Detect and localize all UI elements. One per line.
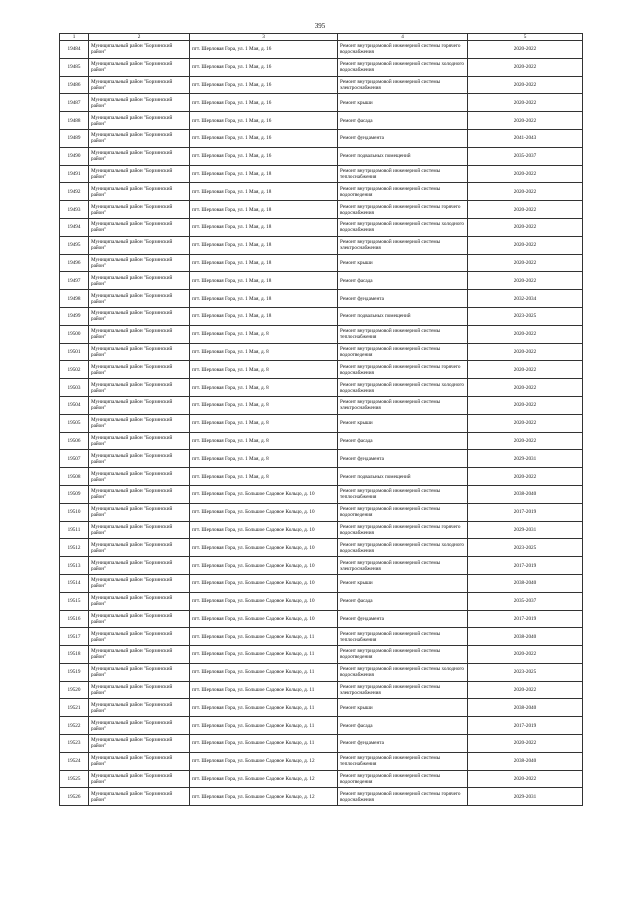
row-number: 19510 [60, 503, 89, 521]
row-number: 19503 [60, 379, 89, 397]
page-number: 395 [314, 22, 326, 30]
work-type-cell: Ремонт внутридомовой инженерной системы теплоснабжения [338, 485, 468, 503]
district-cell: Муниципальный район "Борзинский район" [89, 574, 190, 592]
district-cell: Муниципальный район "Борзинский район" [89, 699, 190, 717]
district-cell: Муниципальный район "Борзинский район" [89, 379, 190, 397]
district-cell: Муниципальный район "Борзинский район" [89, 663, 190, 681]
period-cell: 2041-2043 [468, 129, 583, 147]
table-row [60, 201, 583, 219]
district-cell: Муниципальный район "Борзинский район" [89, 307, 190, 325]
district-cell: Муниципальный район "Борзинский район" [89, 218, 190, 236]
district-cell: Муниципальный район "Борзинский район" [89, 610, 190, 628]
address-cell: пгт. Шерловая Гора, ул. 1 Мая, д. 16 [190, 129, 338, 147]
period-cell: 2017-2019 [468, 557, 583, 575]
period-cell: 2020-2022 [468, 201, 583, 219]
row-number: 19497 [60, 272, 89, 290]
work-type-cell: Ремонт внутридомовой инженерной системы электроснабжения [338, 76, 468, 94]
table-row [60, 396, 583, 414]
table-row [60, 94, 583, 112]
district-cell: Муниципальный район "Борзинский район" [89, 628, 190, 646]
row-number: 19504 [60, 396, 89, 414]
table-row [60, 717, 583, 735]
table-row [60, 574, 583, 592]
work-type-cell: Ремонт внутридомовой инженерной системы горячего водоснабжения [338, 201, 468, 219]
work-type-cell: Ремонт фасада [338, 717, 468, 735]
period-cell: 2020-2022 [468, 41, 583, 59]
row-number: 19493 [60, 201, 89, 219]
row-number: 19512 [60, 539, 89, 557]
period-cell: 2023-2025 [468, 539, 583, 557]
table-row [60, 236, 583, 254]
work-type-cell: Ремонт внутридомовой инженерной системы холодного водоснабжения [338, 379, 468, 397]
address-cell: пгт. Шерловая Гора, ул. 1 Мая, д. 18 [190, 236, 338, 254]
work-type-cell: Ремонт внутридомовой инженерной системы водоотведения [338, 646, 468, 664]
row-number: 19494 [60, 218, 89, 236]
district-cell: Муниципальный район "Борзинский район" [89, 752, 190, 770]
district-cell: Муниципальный район "Борзинский район" [89, 272, 190, 290]
district-cell: Муниципальный район "Борзинский район" [89, 450, 190, 468]
district-cell: Муниципальный район "Борзинский район" [89, 770, 190, 788]
address-cell: пгт. Шерловая Гора, ул. 1 Мая, д. 8 [190, 414, 338, 432]
table-row [60, 610, 583, 628]
address-cell: пгт. Шерловая Гора, ул. 1 Мая, д. 8 [190, 343, 338, 361]
address-cell: пгт. Шерловая Гора, ул. 1 Мая, д. 18 [190, 307, 338, 325]
work-type-cell: Ремонт фасада [338, 592, 468, 610]
table-row [60, 432, 583, 450]
table-row [60, 325, 583, 343]
table-row [60, 343, 583, 361]
row-number: 19485 [60, 58, 89, 76]
work-type-cell: Ремонт фундамента [338, 290, 468, 308]
address-cell: пгт. Шерловая Гора, ул. 1 Мая, д. 16 [190, 76, 338, 94]
period-cell: 2038-2040 [468, 628, 583, 646]
table-row [60, 290, 583, 308]
district-cell: Муниципальный район "Борзинский район" [89, 129, 190, 147]
district-cell: Муниципальный район "Борзинский район" [89, 165, 190, 183]
address-cell: пгт. Шерловая Гора, ул. 1 Мая, д. 18 [190, 201, 338, 219]
work-type-cell: Ремонт внутридомовой инженерной системы электроснабжения [338, 557, 468, 575]
row-number: 19488 [60, 112, 89, 130]
row-number: 19524 [60, 752, 89, 770]
period-cell: 2020-2022 [468, 112, 583, 130]
work-type-cell: Ремонт крыши [338, 699, 468, 717]
address-cell: пгт. Шерловая Гора, ул. Большое Садовое Кольцо, д. 10 [190, 539, 338, 557]
address-cell: пгт. Шерловая Гора, ул. 1 Мая, д. 8 [190, 396, 338, 414]
period-cell: 2020-2022 [468, 254, 583, 272]
district-cell: Муниципальный район "Борзинский район" [89, 557, 190, 575]
work-type-cell: Ремонт внутридомовой инженерной системы холодного водоснабжения [338, 663, 468, 681]
period-cell: 2020-2022 [468, 770, 583, 788]
row-number: 19501 [60, 343, 89, 361]
row-number: 19509 [60, 485, 89, 503]
work-type-cell: Ремонт внутридомовой инженерной системы холодного водоснабжения [338, 58, 468, 76]
row-number: 19513 [60, 557, 89, 575]
table-row [60, 165, 583, 183]
district-cell: Муниципальный район "Борзинский район" [89, 58, 190, 76]
address-cell: пгт. Шерловая Гора, ул. 1 Мая, д. 18 [190, 254, 338, 272]
period-cell: 2020-2022 [468, 76, 583, 94]
work-type-cell: Ремонт внутридомовой инженерной системы водоотведения [338, 503, 468, 521]
address-cell: пгт. Шерловая Гора, ул. 1 Мая, д. 8 [190, 432, 338, 450]
header-row [60, 34, 583, 41]
table-header [60, 34, 583, 41]
period-cell: 2020-2022 [468, 432, 583, 450]
district-cell: Муниципальный район "Борзинский район" [89, 414, 190, 432]
address-cell: пгт. Шерловая Гора, ул. 1 Мая, д. 18 [190, 183, 338, 201]
table-row [60, 41, 583, 59]
row-number: 19486 [60, 76, 89, 94]
period-cell: 2020-2022 [468, 236, 583, 254]
address-cell: пгт. Шерловая Гора, ул. 1 Мая, д. 16 [190, 147, 338, 165]
table-row [60, 521, 583, 539]
work-type-cell: Ремонт внутридомовой инженерной системы водоотведения [338, 770, 468, 788]
work-type-cell: Ремонт внутридомовой инженерной системы водоотведения [338, 343, 468, 361]
address-cell: пгт. Шерловая Гора, ул. Большое Садовое Кольцо, д. 12 [190, 788, 338, 806]
table-row [60, 272, 583, 290]
work-type-cell: Ремонт подвальных помещений [338, 147, 468, 165]
district-cell: Муниципальный район "Борзинский район" [89, 646, 190, 664]
row-number: 19505 [60, 414, 89, 432]
row-number: 19523 [60, 735, 89, 753]
address-cell: пгт. Шерловая Гора, ул. Большое Садовое Кольцо, д. 12 [190, 770, 338, 788]
period-cell: 2017-2019 [468, 610, 583, 628]
address-cell: пгт. Шерловая Гора, ул. 1 Мая, д. 18 [190, 165, 338, 183]
repair-schedule-table [59, 33, 583, 806]
address-cell: пгт. Шерловая Гора, ул. 1 Мая, д. 8 [190, 325, 338, 343]
row-number: 19517 [60, 628, 89, 646]
row-number: 19526 [60, 788, 89, 806]
work-type-cell: Ремонт внутридомовой инженерной системы электроснабжения [338, 236, 468, 254]
table-row [60, 218, 583, 236]
address-cell: пгт. Шерловая Гора, ул. 1 Мая, д. 8 [190, 379, 338, 397]
period-cell: 2020-2022 [468, 646, 583, 664]
period-cell: 2038-2040 [468, 752, 583, 770]
table-row [60, 557, 583, 575]
district-cell: Муниципальный район "Борзинский район" [89, 503, 190, 521]
work-type-cell: Ремонт фасада [338, 272, 468, 290]
row-number: 19491 [60, 165, 89, 183]
address-cell: пгт. Шерловая Гора, ул. Большое Садовое Кольцо, д. 11 [190, 646, 338, 664]
address-cell: пгт. Шерловая Гора, ул. 1 Мая, д. 8 [190, 468, 338, 486]
row-number: 19506 [60, 432, 89, 450]
period-cell: 2029-2031 [468, 521, 583, 539]
period-cell: 2029-2031 [468, 788, 583, 806]
address-cell: пгт. Шерловая Гора, ул. 1 Мая, д. 18 [190, 272, 338, 290]
table-row [60, 76, 583, 94]
row-number: 19519 [60, 663, 89, 681]
address-cell: пгт. Шерловая Гора, ул. Большое Садовое Кольцо, д. 11 [190, 628, 338, 646]
district-cell: Муниципальный район "Борзинский район" [89, 592, 190, 610]
address-cell: пгт. Шерловая Гора, ул. 1 Мая, д. 16 [190, 94, 338, 112]
row-number: 19525 [60, 770, 89, 788]
work-type-cell: Ремонт крыши [338, 94, 468, 112]
period-cell: 2020-2022 [468, 468, 583, 486]
district-cell: Муниципальный район "Борзинский район" [89, 94, 190, 112]
period-cell: 2038-2040 [468, 485, 583, 503]
address-cell: пгт. Шерловая Гора, ул. Большое Садовое Кольцо, д. 11 [190, 663, 338, 681]
row-number: 19495 [60, 236, 89, 254]
table-row [60, 788, 583, 806]
period-cell: 2020-2022 [468, 343, 583, 361]
work-type-cell: Ремонт крыши [338, 254, 468, 272]
row-number: 19521 [60, 699, 89, 717]
table-row [60, 147, 583, 165]
work-type-cell: Ремонт внутридомовой инженерной системы теплоснабжения [338, 752, 468, 770]
row-number: 19508 [60, 468, 89, 486]
period-cell: 2035-2037 [468, 592, 583, 610]
address-cell: пгт. Шерловая Гора, ул. Большое Садовое Кольцо, д. 10 [190, 610, 338, 628]
district-cell: Муниципальный район "Борзинский район" [89, 735, 190, 753]
work-type-cell: Ремонт фундамента [338, 450, 468, 468]
table-row [60, 361, 583, 379]
period-cell: 2020-2022 [468, 735, 583, 753]
address-cell: пгт. Шерловая Гора, ул. Большое Садовое Кольцо, д. 10 [190, 503, 338, 521]
district-cell: Муниципальный район "Борзинский район" [89, 432, 190, 450]
district-cell: Муниципальный район "Борзинский район" [89, 396, 190, 414]
district-cell: Муниципальный район "Борзинский район" [89, 147, 190, 165]
period-cell: 2020-2022 [468, 58, 583, 76]
address-cell: пгт. Шерловая Гора, ул. Большое Садовое Кольцо, д. 12 [190, 752, 338, 770]
table-row [60, 770, 583, 788]
table-row [60, 663, 583, 681]
row-number: 19515 [60, 592, 89, 610]
period-cell: 2023-2025 [468, 307, 583, 325]
district-cell: Муниципальный район "Борзинский район" [89, 468, 190, 486]
work-type-cell: Ремонт внутридомовой инженерной системы горячего водоснабжения [338, 521, 468, 539]
address-cell: пгт. Шерловая Гора, ул. Большое Садовое Кольцо, д. 10 [190, 574, 338, 592]
district-cell: Муниципальный район "Борзинский район" [89, 236, 190, 254]
work-type-cell: Ремонт внутридомовой инженерной системы горячего водоснабжения [338, 788, 468, 806]
period-cell: 2020-2022 [468, 396, 583, 414]
row-number: 19496 [60, 254, 89, 272]
address-cell: пгт. Шерловая Гора, ул. Большое Садовое Кольцо, д. 11 [190, 699, 338, 717]
work-type-cell: Ремонт фасада [338, 432, 468, 450]
table-row [60, 681, 583, 699]
table-row [60, 254, 583, 272]
table-row [60, 450, 583, 468]
period-cell: 2017-2019 [468, 717, 583, 735]
district-cell: Муниципальный район "Борзинский район" [89, 361, 190, 379]
district-cell: Муниципальный район "Борзинский район" [89, 41, 190, 59]
district-cell: Муниципальный район "Борзинский район" [89, 112, 190, 130]
district-cell: Муниципальный район "Борзинский район" [89, 521, 190, 539]
table-row [60, 592, 583, 610]
address-cell: пгт. Шерловая Гора, ул. 1 Мая, д. 16 [190, 58, 338, 76]
work-type-cell: Ремонт внутридомовой инженерной системы водоотведения [338, 183, 468, 201]
row-number: 19489 [60, 129, 89, 147]
row-number: 19516 [60, 610, 89, 628]
table-row [60, 752, 583, 770]
table-row [60, 183, 583, 201]
table-row [60, 58, 583, 76]
period-cell: 2020-2022 [468, 218, 583, 236]
address-cell: пгт. Шерловая Гора, ул. 1 Мая, д. 18 [190, 290, 338, 308]
work-type-cell: Ремонт фасада [338, 112, 468, 130]
address-cell: пгт. Шерловая Гора, ул. Большое Садовое Кольцо, д. 11 [190, 735, 338, 753]
address-cell: пгт. Шерловая Гора, ул. Большое Садовое Кольцо, д. 11 [190, 681, 338, 699]
work-type-cell: Ремонт фундамента [338, 610, 468, 628]
table-row [60, 735, 583, 753]
work-type-cell: Ремонт внутридомовой инженерной системы холодного водоснабжения [338, 539, 468, 557]
address-cell: пгт. Шерловая Гора, ул. Большое Садовое Кольцо, д. 11 [190, 717, 338, 735]
period-cell: 2020-2022 [468, 379, 583, 397]
work-type-cell: Ремонт внутридомовой инженерной системы электроснабжения [338, 681, 468, 699]
work-type-cell: Ремонт крыши [338, 414, 468, 432]
address-cell: пгт. Шерловая Гора, ул. 1 Мая, д. 8 [190, 361, 338, 379]
period-cell: 2038-2040 [468, 574, 583, 592]
period-cell: 2020-2022 [468, 183, 583, 201]
address-cell: пгт. Шерловая Гора, ул. Большое Садовое Кольцо, д. 10 [190, 485, 338, 503]
table-row [60, 539, 583, 557]
period-cell: 2032-2034 [468, 290, 583, 308]
work-type-cell: Ремонт подвальных помещений [338, 468, 468, 486]
work-type-cell: Ремонт внутридомовой инженерной системы теплоснабжения [338, 165, 468, 183]
period-cell: 2020-2022 [468, 325, 583, 343]
table-row [60, 628, 583, 646]
row-number: 19522 [60, 717, 89, 735]
row-number: 19487 [60, 94, 89, 112]
row-number: 19520 [60, 681, 89, 699]
work-type-cell: Ремонт внутридомовой инженерной системы теплоснабжения [338, 628, 468, 646]
address-cell: пгт. Шерловая Гора, ул. Большое Садовое Кольцо, д. 10 [190, 521, 338, 539]
work-type-cell: Ремонт фундамента [338, 735, 468, 753]
row-number: 19500 [60, 325, 89, 343]
district-cell: Муниципальный район "Борзинский район" [89, 76, 190, 94]
row-number: 19514 [60, 574, 89, 592]
work-type-cell: Ремонт внутридомовой инженерной системы горячего водоснабжения [338, 41, 468, 59]
district-cell: Муниципальный район "Борзинский район" [89, 290, 190, 308]
period-cell: 2020-2022 [468, 94, 583, 112]
table-row [60, 699, 583, 717]
header-col-4: 4 [338, 34, 468, 41]
district-cell: Муниципальный район "Борзинский район" [89, 717, 190, 735]
district-cell: Муниципальный район "Борзинский район" [89, 539, 190, 557]
address-cell: пгт. Шерловая Гора, ул. 1 Мая, д. 18 [190, 218, 338, 236]
period-cell: 2029-2031 [468, 450, 583, 468]
period-cell: 2023-2025 [468, 663, 583, 681]
header-col-2: 2 [89, 34, 190, 41]
address-cell: пгт. Шерловая Гора, ул. 1 Мая, д. 16 [190, 41, 338, 59]
district-cell: Муниципальный район "Борзинский район" [89, 201, 190, 219]
table-row [60, 379, 583, 397]
period-cell: 2020-2022 [468, 272, 583, 290]
period-cell: 2020-2022 [468, 681, 583, 699]
table-row [60, 414, 583, 432]
row-number: 19484 [60, 41, 89, 59]
period-cell: 2020-2022 [468, 165, 583, 183]
header-col-5: 5 [468, 34, 583, 41]
district-cell: Муниципальный район "Борзинский район" [89, 325, 190, 343]
row-number: 19502 [60, 361, 89, 379]
row-number: 19499 [60, 307, 89, 325]
work-type-cell: Ремонт внутридомовой инженерной системы теплоснабжения [338, 325, 468, 343]
work-type-cell: Ремонт внутридомовой инженерной системы электроснабжения [338, 396, 468, 414]
table-row [60, 485, 583, 503]
row-number: 19492 [60, 183, 89, 201]
table-row [60, 468, 583, 486]
address-cell: пгт. Шерловая Гора, ул. Большое Садовое Кольцо, д. 10 [190, 557, 338, 575]
table-row [60, 129, 583, 147]
period-cell: 2038-2040 [468, 699, 583, 717]
work-type-cell: Ремонт внутридомовой инженерной системы горячего водоснабжения [338, 361, 468, 379]
table-row [60, 307, 583, 325]
table-row [60, 646, 583, 664]
work-type-cell: Ремонт внутридомовой инженерной системы холодного водоснабжения [338, 218, 468, 236]
district-cell: Муниципальный район "Борзинский район" [89, 183, 190, 201]
row-number: 19518 [60, 646, 89, 664]
address-cell: пгт. Шерловая Гора, ул. 1 Мая, д. 8 [190, 450, 338, 468]
row-number: 19507 [60, 450, 89, 468]
header-col-3: 3 [190, 34, 338, 41]
row-number: 19498 [60, 290, 89, 308]
header-col-1: 1 [60, 34, 89, 41]
address-cell: пгт. Шерловая Гора, ул. 1 Мая, д. 16 [190, 112, 338, 130]
row-number: 19490 [60, 147, 89, 165]
work-type-cell: Ремонт подвальных помещений [338, 307, 468, 325]
table-body [60, 41, 583, 806]
period-cell: 2020-2022 [468, 414, 583, 432]
work-type-cell: Ремонт фундамента [338, 129, 468, 147]
district-cell: Муниципальный район "Борзинский район" [89, 681, 190, 699]
district-cell: Муниципальный район "Борзинский район" [89, 485, 190, 503]
work-type-cell: Ремонт крыши [338, 574, 468, 592]
address-cell: пгт. Шерловая Гора, ул. Большое Садовое Кольцо, д. 10 [190, 592, 338, 610]
district-cell: Муниципальный район "Борзинский район" [89, 343, 190, 361]
period-cell: 2017-2019 [468, 503, 583, 521]
row-number: 19511 [60, 521, 89, 539]
district-cell: Муниципальный район "Борзинский район" [89, 254, 190, 272]
period-cell: 2035-2037 [468, 147, 583, 165]
table-row [60, 112, 583, 130]
district-cell: Муниципальный район "Борзинский район" [89, 788, 190, 806]
table-row [60, 503, 583, 521]
period-cell: 2020-2022 [468, 361, 583, 379]
